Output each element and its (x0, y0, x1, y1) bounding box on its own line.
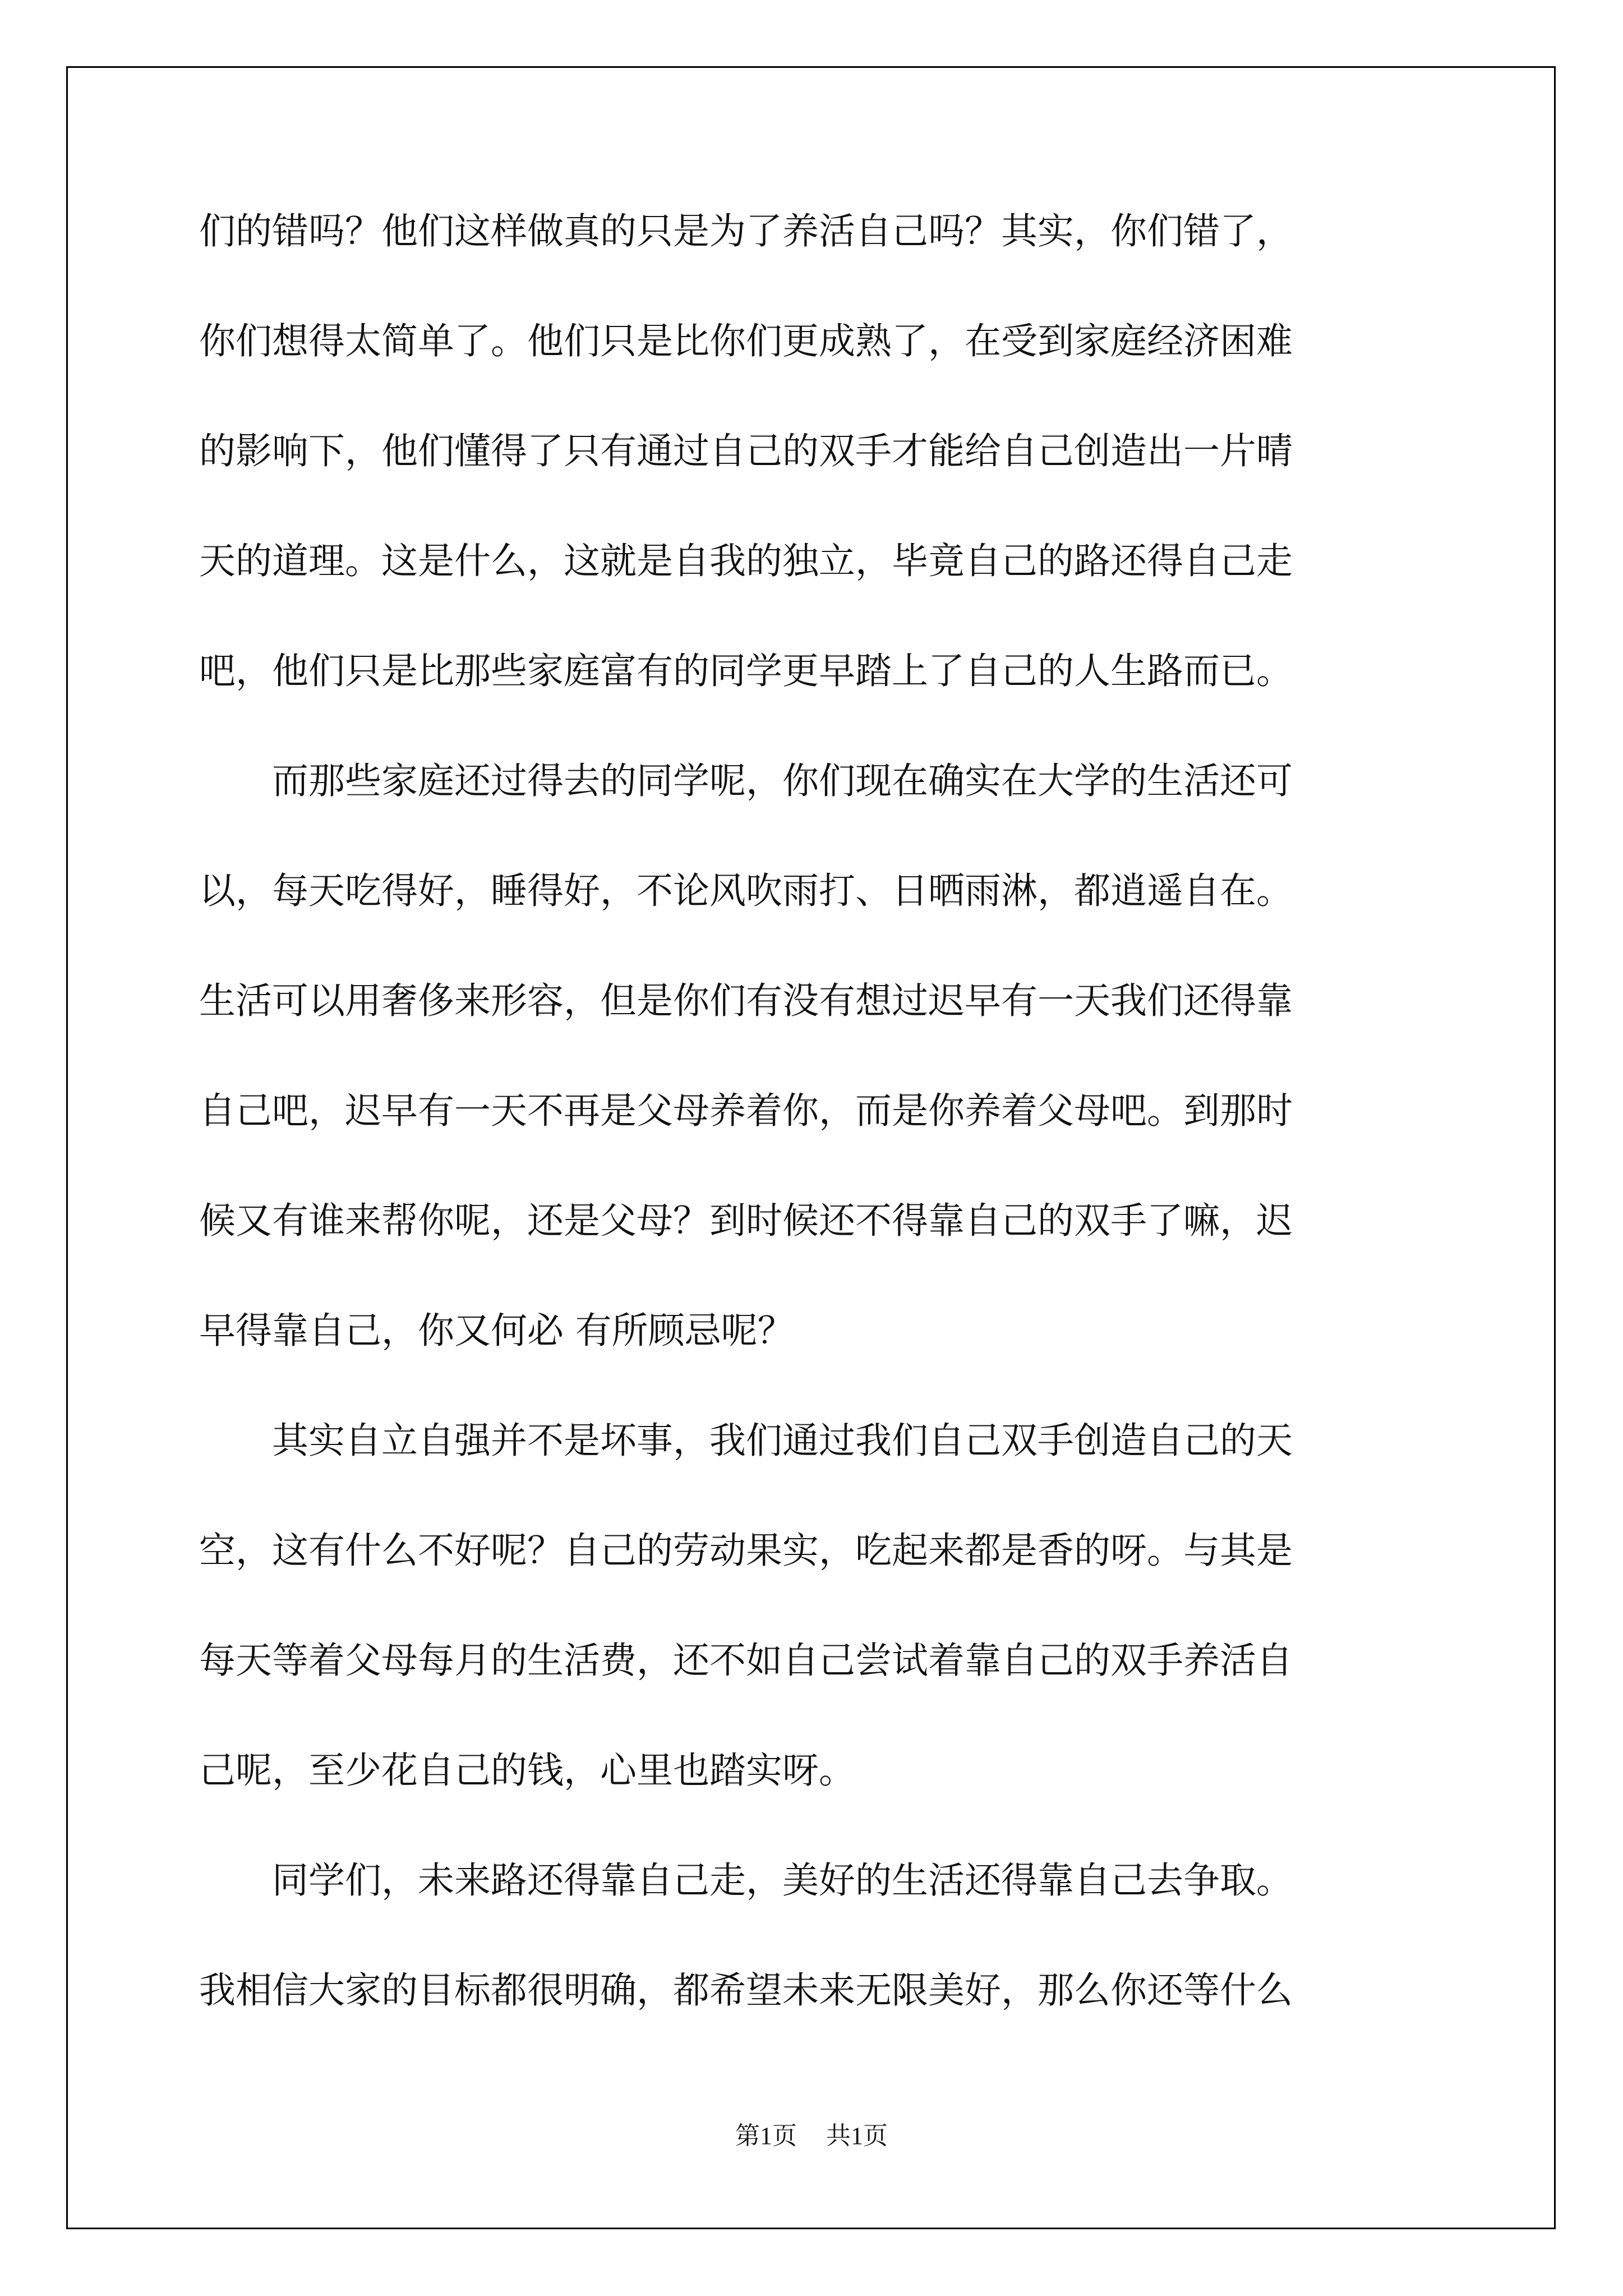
page-number: 第1页 (735, 2122, 797, 2150)
text-line: 每天等着父母每月的生活费，还不如自己尝试着靠自己的双手养活自 (199, 1640, 1293, 1682)
text-line: 吧，他们只是比那些家庭富有的同学更早踏上了自己的人生路而已。 (199, 650, 1293, 692)
text-line: 们的错吗？他们这样做真的只是为了养活自己吗？其实，你们错了， (199, 210, 1293, 252)
text-line: 以，每天吃得好，睡得好，不论风吹雨打、日晒雨淋，都逍遥自在。 (199, 870, 1293, 912)
text-line: 同学们，未来路还得靠自己走，美好的生活还得靠自己去争取。 (272, 1860, 1293, 1902)
text-line: 生活可以用奢侈来形容，但是你们有没有想过迟早有一天我们还得靠 (199, 980, 1293, 1022)
text-line: 天的道理。这是什么，这就是自我的独立，毕竟自己的路还得自己走 (199, 540, 1293, 582)
text-line: 空，这有什么不好呢？自己的劳动果实，吃起来都是香的呀。与其是 (199, 1530, 1293, 1572)
text-line: 其实自立自强并不是坏事，我们通过我们自己双手创造自己的天 (272, 1420, 1293, 1462)
text-line: 自己吧，迟早有一天不再是父母养着你，而是你养着父母吧。到那时 (199, 1090, 1293, 1132)
text-line: 你们想得太简单了。他们只是比你们更成熟了，在受到家庭经济困难 (199, 320, 1293, 362)
text-line: 而那些家庭还过得去的同学呢，你们现在确实在大学的生活还可 (272, 760, 1293, 802)
paragraph-1 (199, 177, 1427, 726)
text-line: 己呢，至少花自己的钱，心里也踏实呀。 (199, 1750, 856, 1792)
text-line: 早得靠自己，你又何必 有所顾忌呢？ (199, 1310, 794, 1352)
text-line: 我相信大家的目标都很明确，都希望未来无限美好，那么你还等什么 (199, 1970, 1293, 2012)
paragraph-4 (199, 1826, 1427, 2046)
page-total: 共1页 (826, 2122, 888, 2150)
paragraph-2 (199, 726, 1427, 1386)
paragraph-3 (199, 1386, 1427, 1826)
document-body (199, 177, 1427, 2046)
text-line: 候又有谁来帮你呢，还是父母？到时候还不得靠自己的双手了嘛，迟 (199, 1200, 1293, 1242)
page-footer (0, 2119, 1623, 2153)
text-line: 的影响下，他们懂得了只有通过自己的双手才能给自己创造出一片晴 (199, 430, 1293, 472)
